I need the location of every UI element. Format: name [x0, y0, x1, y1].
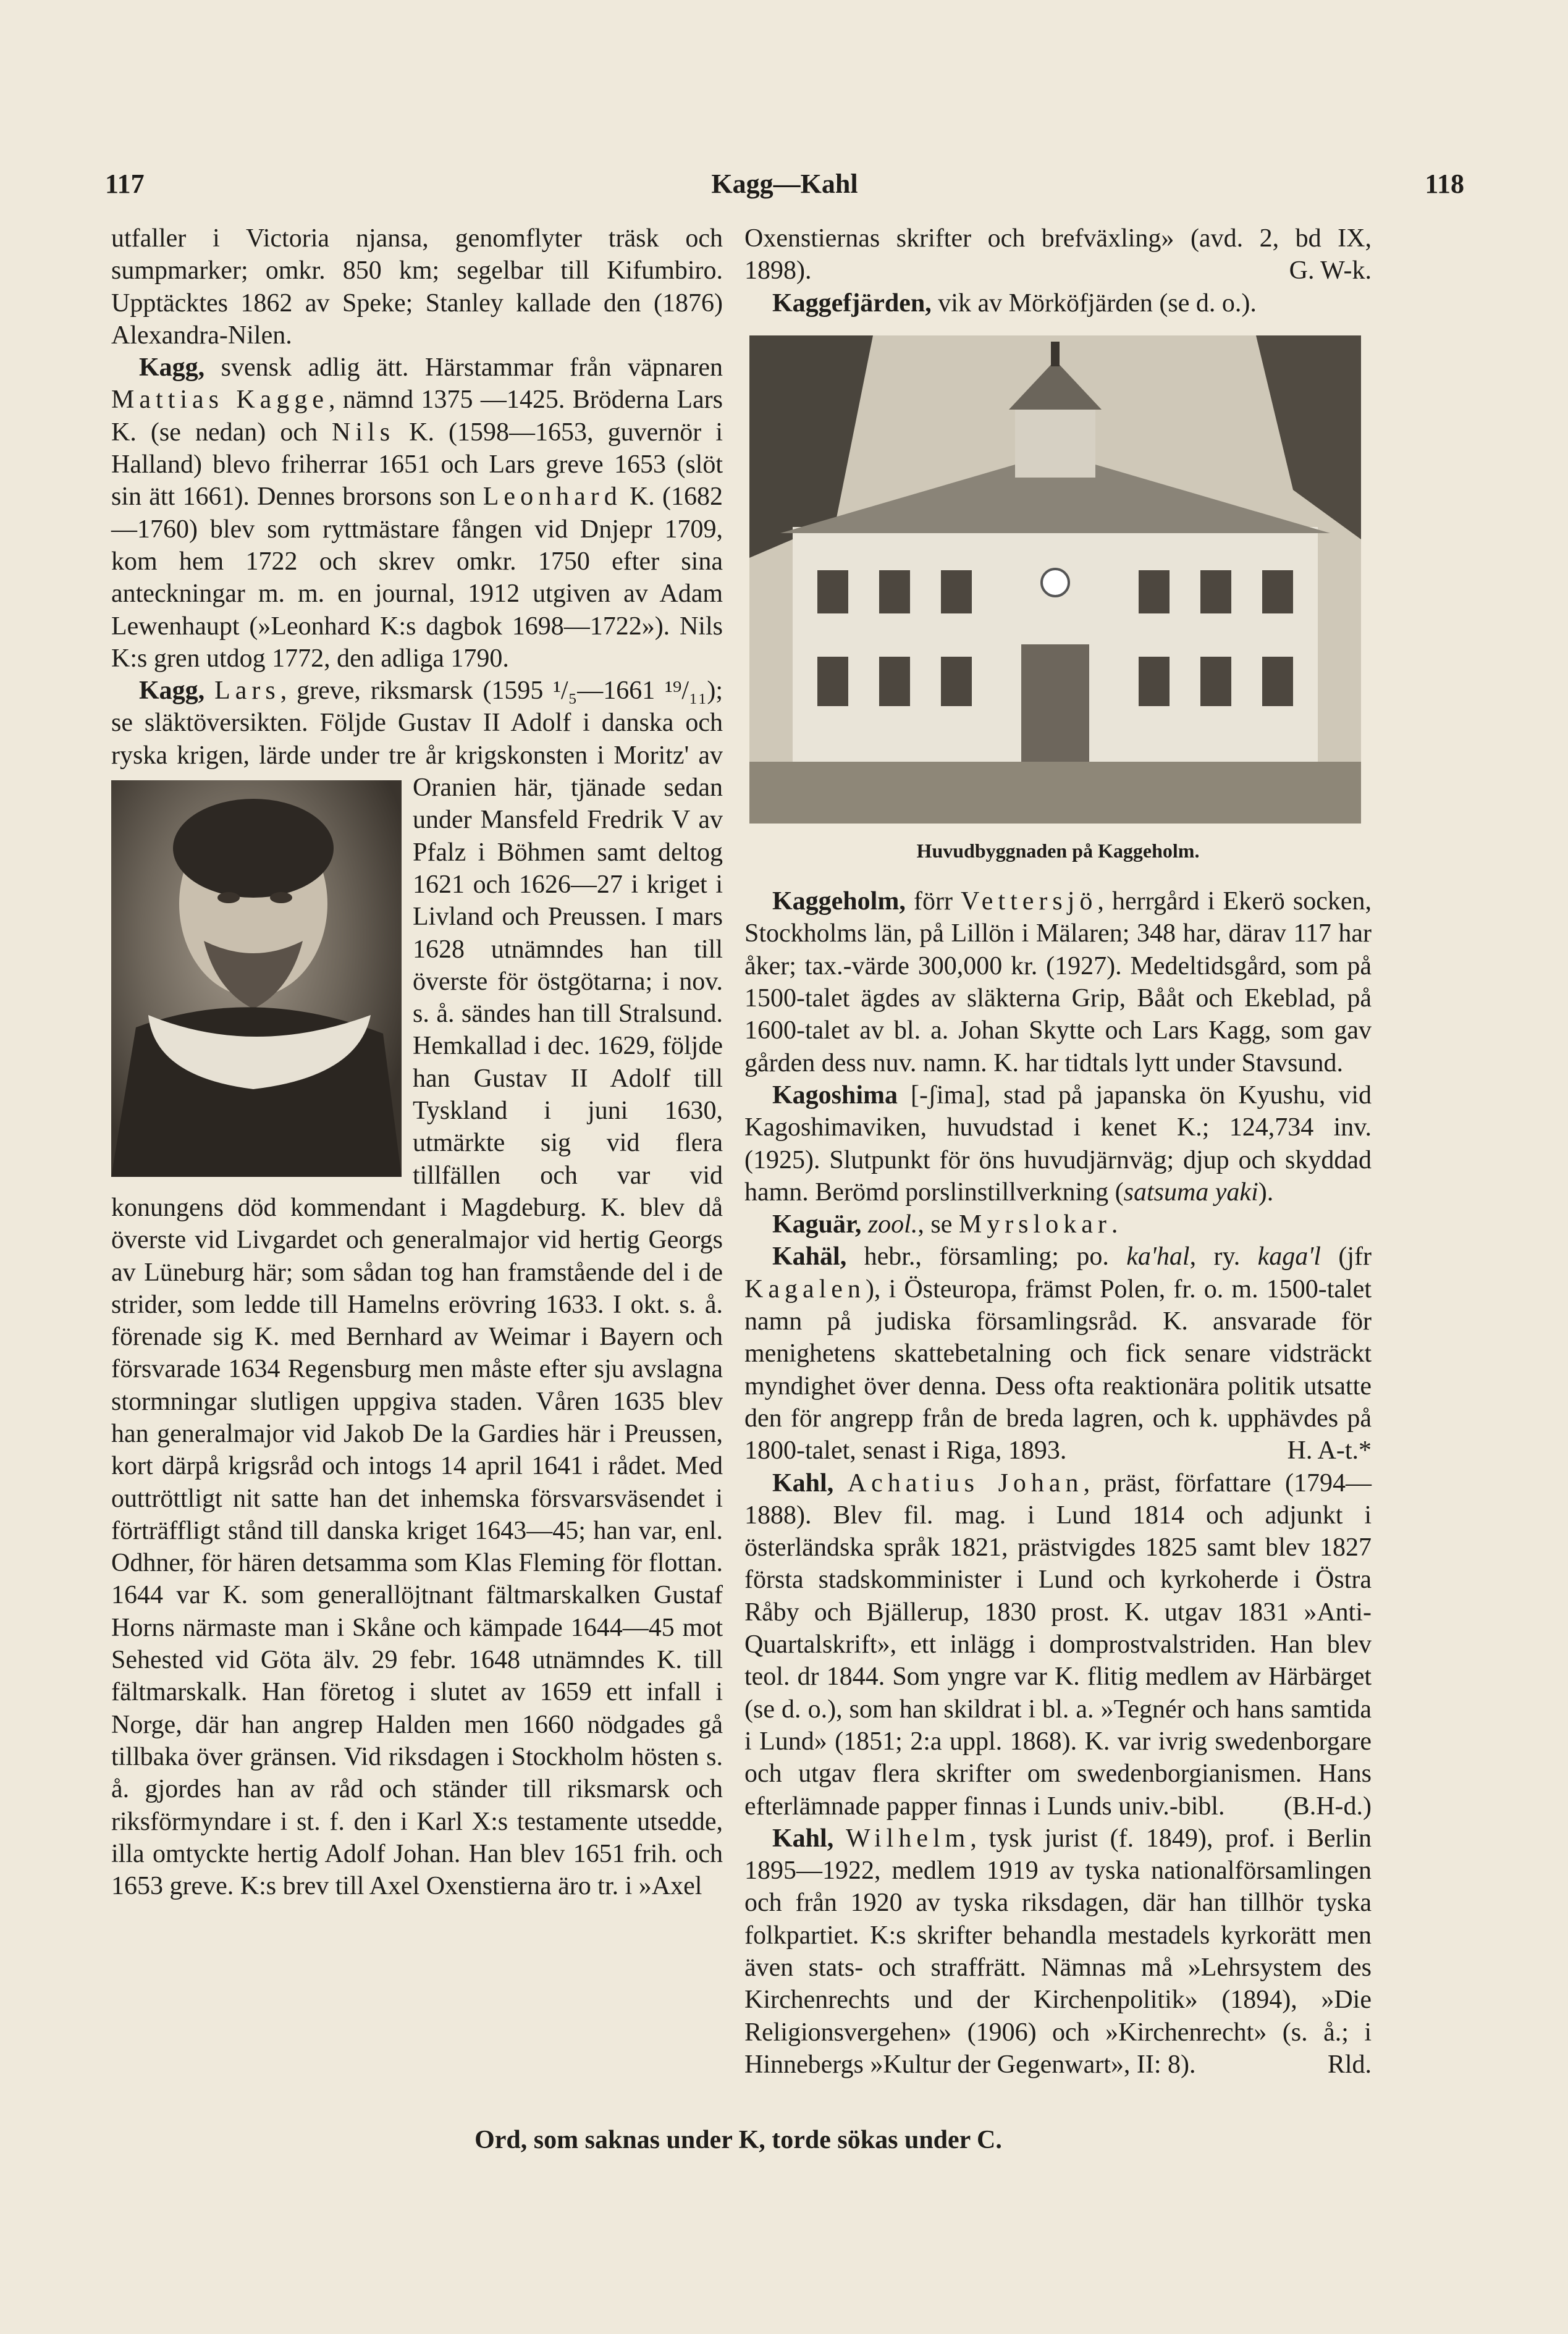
- portrait-lars-kagg: [111, 780, 402, 1177]
- left-column: [111, 222, 723, 1902]
- photo-kaggeholm: [749, 335, 1361, 824]
- portrait-image: [111, 780, 402, 1177]
- right-column: [744, 222, 1372, 2081]
- entry-kahl-achatius: Kahl, Achatius Johan, präst, författare (1794—1888). Blev fil. mag. i Lund 1814 och adjunkt i österländska språk 1821, prästvigdes 1825 samt blev 1827 första stadskomminister i Lund och kyrkoherde i Östra Råby och Bjällerup, 1830 prost. K. utgav 1831 »Anti-Quartalskrift», ett inlägg i domprostvalstriden. Han blev teol. dr 1844. Som yngre var K. flitig medlem av Härbärget (se d. o.), som han skildrat i bl. a. »Tegnér och hans samtida i Lund» (1851; 2:a uppl. 1868). K. var ivrig swedenborgare och utgav flera skrifter om swedenborgianismen. Hans efterlämnade papper finnas i Lunds univ.-bibl. (B.H-d.): [744, 1467, 1372, 1822]
- signature: G. W-k.: [1289, 256, 1372, 285]
- headword-kagg-lars: Kagg,: [139, 676, 205, 706]
- headword-kagg: Kagg,: [139, 353, 205, 382]
- signature: H. A-t.*: [1287, 1436, 1372, 1465]
- running-title: Kagg—Kahl: [711, 169, 858, 199]
- page-header: [105, 168, 1464, 205]
- entry-kagg-lars: Kagg, Lars, greve, riksmarsk (1595 ¹/₅—1661 ¹⁹/₁₁); se släktöversikten. Följde Gustav II Adolf i danska och ryska krigen, lärde under tre år krigskonsten i Moritz' av Oranien här, tjänade sedan under Mansfeld Fredrik V av Pfalz i Böhmen samt deltog 1621 och 1626—27 i kriget i Livland och Preussen. I mars 1628 utnämndes han till överste för östgötarna; i nov. s. å. sändes han till Stralsund. Hemkallad i dec. 1629, följde han Gustav II Adolf till Tyskland i juni 1630, utmärkte sig vid flera tillfällen och var vid konungens död kommendant i Magdeburg. K. blev då överste vid Livgardet och generalmajor vid hertig Georgs av Lüneburg här; som sådan tog han framstående del i de strider, som ledde till Hamelns erövring 1633. I okt. s. å. förenade sig K. med Bernhard av Weimar i Bayern och försvarade 1634 Regensburg men måste efter sju avslagna stormningar slutligen uppgiva staden. Våren 1635 blev han generalmajor vid Jakob De la Gardies här i Preussen, kort därpå krigsråd och intogs 14 april 1641 i rådet. Med outtröttligt nit satte han det inhemska försvarsväsendet i förträffligt stånd till danska kriget 1643—45; han var, enl. Odhner, för hären detsamma som Klas Fleming för flottan. 1644 var K. som generallöjtnant fältmarskalken Gustaf Horns närmaste man i Skåne och kämpade 1644—45 mot Sehested vid Göta älv. 29 febr. 1648 utnämndes K. till fältmarskalk. Han företog i slutet av 1659 ett infall i Norge, där han angrep Halden men 1660 nödgades gå tillbaka över gränsen. Vid riksdagen i Stockholm hösten s. å. gjordes han av råd och ständer till riksmarsk och riksförmyndare i st. f. den i Karl X:s testamente utsedde, illa omtyckte hertig Adolf Johan. Han blev 1651 frih. och 1653 greve. K:s brev till Axel Oxenstierna äro tr. i »Axel: [111, 676, 723, 1901]
- entry-continuation: utfaller i Victoria njansa, genomflyter träsk och sumpmarker; omkr. 850 km; segelbar till Kifumbiro. Upptäcktes 1862 av Speke; Stanley kallade den (1876) Alexandra-Nilen.: [111, 224, 723, 350]
- entry-continuation-right: Oxenstiernas skrifter och brefväxling» (avd. 2, bd IX, 1898). G. W-k.: [744, 222, 1372, 287]
- page-number-left: 117: [105, 169, 145, 199]
- entry-kaggefjarden: Kaggefjärden, vik av Mörköfjärden (se d. o.).: [772, 289, 1257, 318]
- entry-kahal: Kahäl, hebr., församling; po. ka'hal, ry. kaga'l (jfr Kagalen), i Östeuropa, främst Polen, fr. o. m. 1500-talet namn på judiska församlingsråd. K. ansvarade för menighetens skattebetalning och fick senare vidsträckt myndighet över denna. Dess ofta reaktionära politik utsatte den för angrepp från de breda lagren, och k. upphävdes på 1800-talet, senast i Riga, 1893. H. A-t.*: [744, 1241, 1372, 1467]
- kaggeholm-image: [749, 335, 1361, 824]
- entry-kahl-wilhelm: Kahl, Wilhelm, tysk jurist (f. 1849), prof. i Berlin 1895—1922, medlem 1919 av tyska nationalförsamlingen och från 1920 av tyska riksdagen, där han tillhör tyska folkpartiet. K:s skrifter behandla mestadels kyrkorätt men även stats- och straffrätt. Nämnas må »Lehrsystem des Kirchenrechts und der Kirchenpolitik» (1894), »Die Religionsvergehen» (1906) och »Kirchenrecht» (s. å.; i Hinnebergs »Kultur der Gegenwart», II: 8). Rld.: [744, 1822, 1372, 2081]
- signature: Rld.: [1327, 2050, 1372, 2079]
- entry-kagoshima: Kagoshima [-ʃima], stad på japanska ön Kyushu, vid Kagoshimaviken, huvudstad i kenet K.; 124,734 inv. (1925). Slutpunkt för öns huvudjärnväg; djup och skyddad hamn. Berömd porslinstillverkning (satsuma yaki).: [744, 1081, 1372, 1207]
- entry-kaggeholm: Kaggeholm, förr Vettersjö, herrgård i Ekerö socken, Stockholms län, på Lillön i Mälaren; 348 har, därav 117 har åker; tax.-värde 300,000 kr. (1927). Medeltidsgård, som på 1500-talet ägdes av släkterna Grip, Bååt och Ekeblad, på 1600-talet av bl. a. Johan Skytte och Lars Kagg, som gav gården dess nuv. namn. K. har tidtals lytt under Stavsund.: [744, 887, 1372, 1077]
- page-number-right: 118: [1425, 169, 1464, 199]
- page-footer-note: Ord, som saknas under K, torde sökas under C.: [474, 2126, 1002, 2154]
- entry-kaguar: Kaguär, zool., se Myrslokar.: [772, 1210, 1118, 1239]
- signature: (B.H-d.): [1283, 1792, 1372, 1821]
- photo-caption: Huvudbyggnaden på Kaggeholm.: [916, 839, 1200, 862]
- entry-kagg-family: Kagg, svensk adlig ätt. Härstammar från väpnaren Mattias Kagge, nämnd 1375 —1425. Bröderna Lars K. (se nedan) och Nils K. (1598—1653, guvernör i Halland) blevo friherrar 1651 och Lars greve 1653 (slöt sin ätt 1661). Dennes brorsons son Leonhard K. (1682—1760) blev som ryttmästare fången vid Dnjepr 1709, kom hem 1722 och skrev omkr. 1750 efter sina anteckningar m. m. en journal, 1912 utgiven av Adam Lewenhaupt (»Leonhard K:s dagbok 1698—1722»). Nils K:s gren utdog 1772, den adliga 1790.: [111, 353, 723, 673]
